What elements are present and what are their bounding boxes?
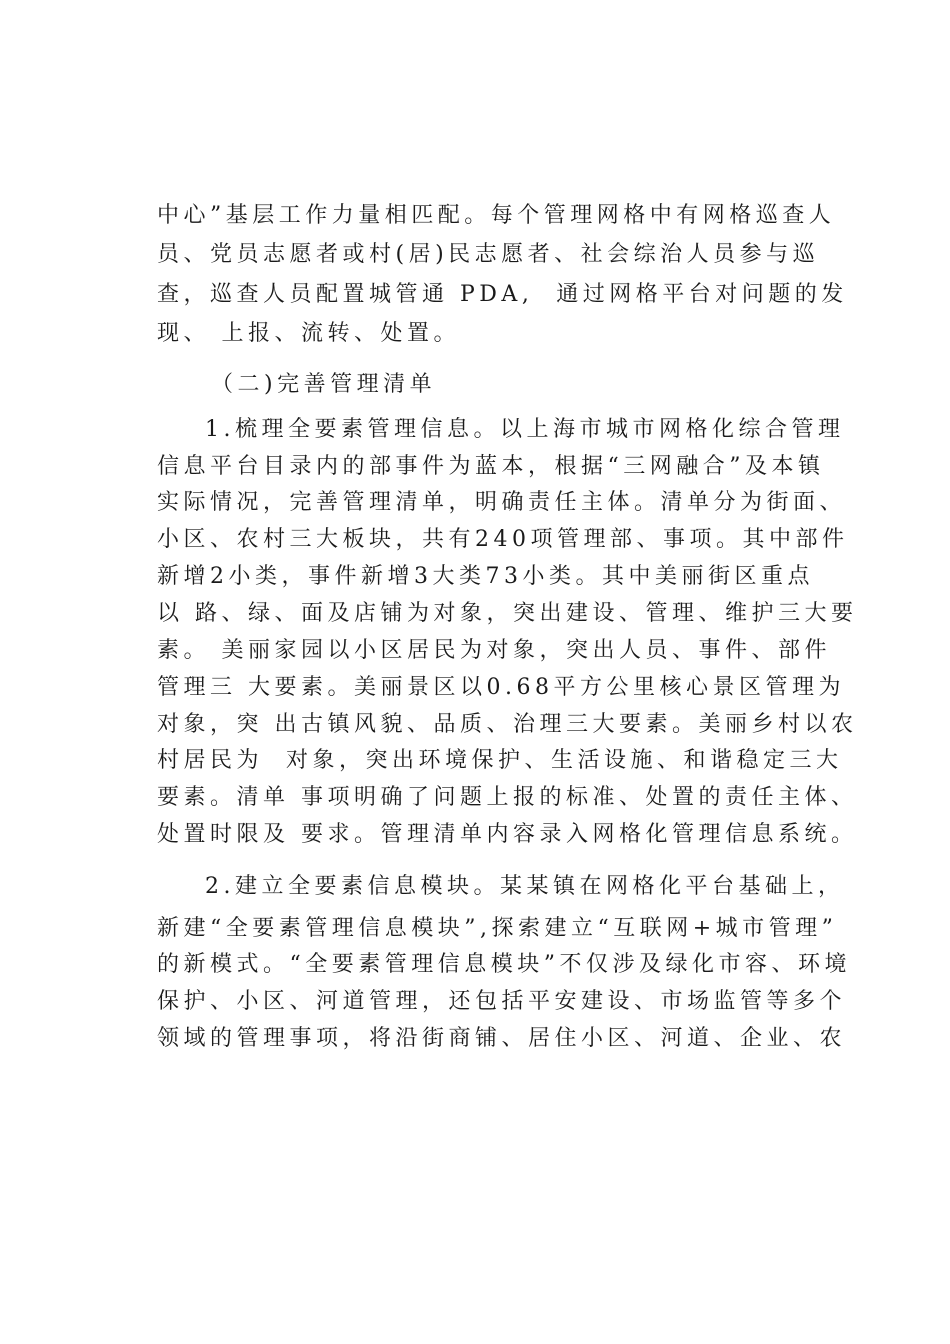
text-line: 对象，突 出古镇风貌、品质、治理三大要素。美丽乡村以农 bbox=[157, 712, 858, 737]
text-line: 实际情况，完善管理清单，明确责任主体。清单分为街面、 bbox=[157, 490, 847, 515]
text-line: 信息平台目录内的部事件为蓝本，根据“三网融合”及本镇 bbox=[157, 454, 825, 479]
text-line: 素。 美丽家园以小区居民为对象，突出人员、事件、部件 bbox=[157, 638, 831, 663]
text-line: 村居民为 对象，突出环境保护、生活设施、和谐稳定三大 bbox=[157, 748, 843, 773]
text-line: 中心”基层工作力量相匹配。每个管理网格中有网格巡查人 bbox=[157, 203, 836, 228]
text-line: 的新模式。“全要素管理信息模块”不仅涉及绿化市容、环境 bbox=[157, 952, 851, 977]
text-line: 管理三 大要素。美丽景区以0.68平方公里核心景区管理为 bbox=[157, 675, 845, 700]
paragraph-first-line: 2.建立全要素信息模块。某某镇在网格化平台基础上， bbox=[205, 874, 845, 899]
text-line: 新增2小类，事件新增3大类73小类。其中美丽街区重点 bbox=[157, 564, 814, 589]
text-line: 现、 上报、流转、处置。 bbox=[157, 321, 460, 346]
paragraph-first-line: 1.梳理全要素管理信息。以上海市城市网格化综合管理 bbox=[205, 417, 845, 442]
text-line: 员、党员志愿者或村(居)民志愿者、社会综治人员参与巡 bbox=[157, 242, 820, 267]
text-line: 保护、小区、河道管理，还包括平安建设、市场监管等多个 bbox=[157, 989, 847, 1014]
text-line: 处置时限及 要求。管理清单内容录入网格化管理信息系统。 bbox=[157, 822, 858, 847]
text-line: 查，巡查人员配置城管通 PDA, 通过网格平台对问题的发 bbox=[157, 282, 848, 307]
text-line: 要素。清单 事项明确了问题上报的标准、处置的责任主体、 bbox=[157, 785, 858, 810]
text-line: 新建“全要素管理信息模块”,探索建立“互联网+城市管理” bbox=[157, 916, 838, 941]
text-line: 领域的管理事项，将沿街商铺、居住小区、河道、企业、农 bbox=[157, 1026, 847, 1051]
text-line: 小区、农村三大板块，共有240项管理部、事项。其中部件 bbox=[157, 527, 849, 552]
section-heading: （二)完善管理清单 bbox=[211, 372, 437, 397]
text-line: 以 路、绿、面及店铺为对象，突出建设、管理、维护三大要 bbox=[157, 601, 858, 626]
